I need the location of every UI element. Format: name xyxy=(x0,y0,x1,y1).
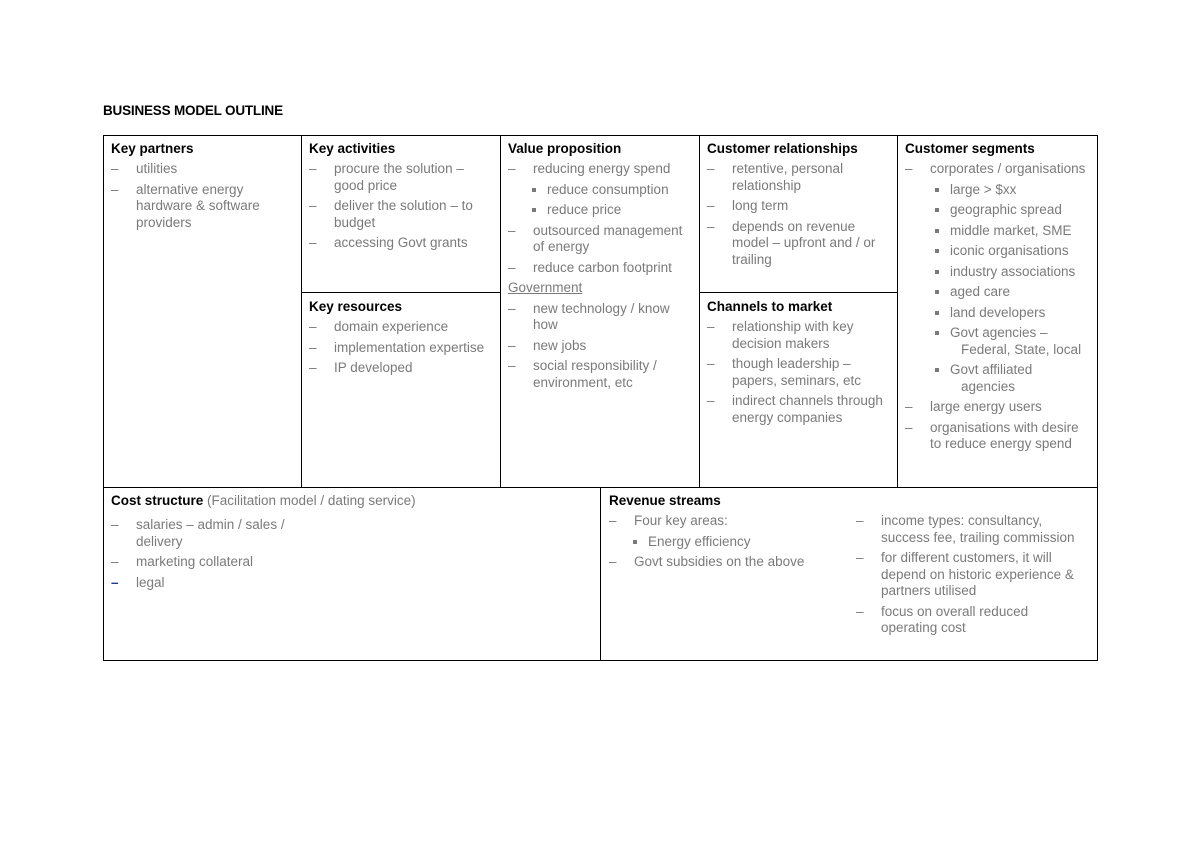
list-item: – focus on overall reduced operating cost xyxy=(856,603,1029,635)
list-item: – implementation expertise xyxy=(309,339,485,355)
sub-list-item: Govt affiliated agencies xyxy=(930,362,1093,395)
sub-list-item: aged care xyxy=(930,284,1093,301)
list-item: – income types: consultancy, success fee, trailing commission xyxy=(856,513,1075,545)
list-item: – deliver the solution – to budget xyxy=(309,198,473,230)
list-item: – Govt subsidies on the above xyxy=(609,554,805,569)
channels-to-market-cell xyxy=(707,298,892,430)
sub-list-item: middle market, SME xyxy=(930,223,1093,240)
cost-structure-heading: Cost structure (Facilitation model / dating service) xyxy=(111,493,416,508)
row-divider-relationships xyxy=(699,292,897,293)
key-activities-cell xyxy=(309,140,495,256)
sub-list-item: Govt agencies – Federal, State, local xyxy=(930,325,1093,358)
column-divider-4 xyxy=(897,135,898,488)
key-resources-cell xyxy=(309,298,495,381)
list-item: – outsourced management of energy xyxy=(508,222,683,254)
customer-relationships-heading: Customer relationships xyxy=(707,141,858,156)
value-proposition-cell xyxy=(508,140,694,395)
list-item: – IP developed xyxy=(309,360,413,375)
list-item: – depends on revenue model – upfront and / or trailing xyxy=(707,218,876,267)
value-proposition-heading: Value proposition xyxy=(508,141,622,156)
sub-list-item: reduce price xyxy=(527,202,694,219)
list-item: – social responsibility / environment, etc xyxy=(508,358,657,390)
key-partners-cell xyxy=(111,140,295,235)
list-item: – corporates / organisations large > $xx geographic spread middle market, SME iconic organisations industry associations aged care land developers Govt agencies – Federal, State, local Govt affiliated agencies xyxy=(905,161,1093,395)
list-item: – salaries – admin / sales / delivery xyxy=(111,517,285,549)
list-item: – accessing Govt grants xyxy=(309,235,468,250)
channels-heading: Channels to market xyxy=(707,299,833,314)
list-item: – large energy users xyxy=(905,399,1042,414)
key-resources-heading: Key resources xyxy=(309,299,403,314)
list-item: – reducing energy spend reduce consumption reduce price xyxy=(508,161,694,219)
list-item: – reduce carbon footprint xyxy=(508,259,672,275)
sub-list-item: Energy efficiency xyxy=(628,534,839,551)
list-item: – alternative energy hardware & software providers xyxy=(111,181,260,230)
cost-structure-cell xyxy=(111,492,593,595)
list-item: – for different customers, it will depend on historic experience & partners utilised xyxy=(856,550,1074,598)
customer-segments-cell xyxy=(905,140,1093,457)
list-item: – relationship with key decision makers xyxy=(707,319,854,351)
list-item: – marketing collateral xyxy=(111,554,254,569)
key-activities-heading: Key activities xyxy=(309,141,396,156)
government-subheading: Government xyxy=(508,280,583,295)
column-divider-2 xyxy=(500,135,501,488)
list-item: – long term xyxy=(707,198,789,213)
sub-list-item: iconic organisations xyxy=(930,243,1093,260)
document-title: BUSINESS MODEL OUTLINE xyxy=(103,103,283,118)
list-item: – utilities xyxy=(111,161,178,176)
key-partners-heading: Key partners xyxy=(111,141,194,156)
list-item: – legal xyxy=(111,574,165,590)
column-divider-1 xyxy=(301,135,302,488)
sub-list-item: large > $xx xyxy=(930,182,1093,199)
sub-list-item: geographic spread xyxy=(930,202,1093,219)
list-item: – though leadership – papers, seminars, etc xyxy=(707,356,862,388)
row-divider-activities xyxy=(301,292,500,293)
revenue-streams-heading: Revenue streams xyxy=(609,493,721,508)
sub-list-item: industry associations xyxy=(930,264,1093,281)
bottom-column-divider xyxy=(600,487,601,661)
table-border-left xyxy=(103,135,104,661)
list-item: – organisations with desire to reduce energy spend xyxy=(905,419,1079,451)
list-item: – procure the solution – good price xyxy=(309,161,464,193)
sub-list-item: land developers xyxy=(930,305,1093,322)
table-border-top xyxy=(103,135,1098,136)
customer-relationships-cell xyxy=(707,140,892,272)
table-border-right xyxy=(1097,135,1098,661)
sub-list-item: reduce consumption xyxy=(527,182,694,199)
list-item: – Four key areas: Energy efficiency xyxy=(609,513,839,550)
list-item: – new technology / know how xyxy=(508,300,670,332)
list-item: – retentive, personal relationship xyxy=(707,161,844,193)
column-divider-3 xyxy=(699,135,700,488)
customer-segments-heading: Customer segments xyxy=(905,141,1035,156)
list-item: – new jobs xyxy=(508,337,587,353)
list-item: – indirect channels through energy companies xyxy=(707,393,883,425)
list-item: – domain experience xyxy=(309,319,449,334)
revenue-streams-cell xyxy=(609,492,1093,635)
